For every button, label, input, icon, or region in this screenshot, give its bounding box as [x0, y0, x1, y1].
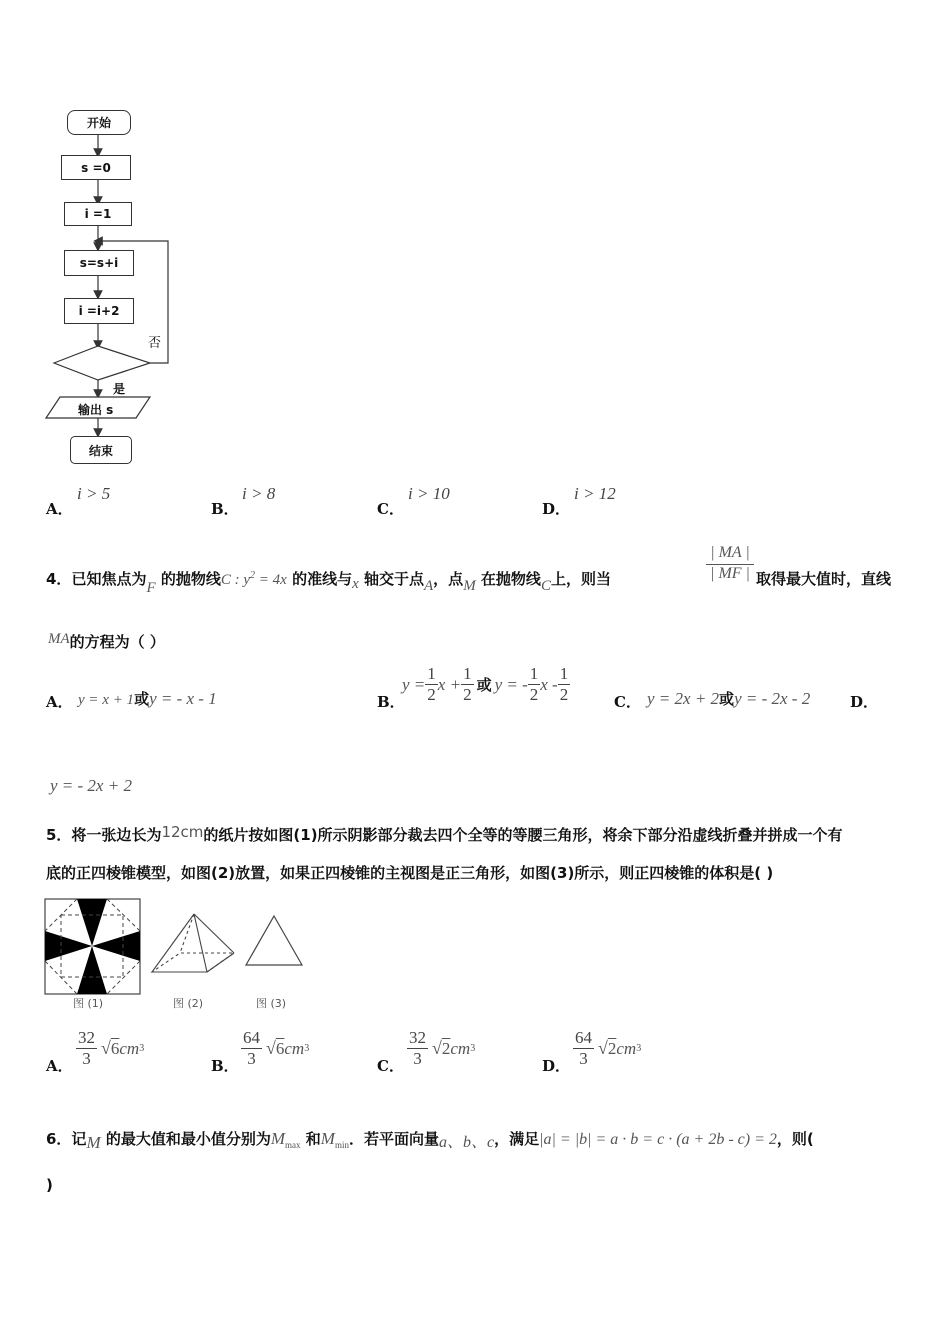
q5-figure-1: [45, 899, 140, 994]
q4-curve-rhs: = 4x: [255, 572, 287, 588]
q4-curve-exponent: 2: [250, 570, 256, 581]
flow-yes-label: 是: [113, 382, 126, 396]
q5-figure-2: [152, 914, 234, 972]
q4-option-c-eq2: y = - 2x - 2: [734, 689, 811, 708]
q6-max-subscript: max: [285, 1140, 301, 1150]
q5-option-d-radicand: 2: [607, 1038, 617, 1058]
frac-den: 3: [579, 1049, 588, 1068]
q4-option-b-frac3: [528, 664, 541, 705]
q4-option-b-y: y =: [402, 674, 426, 694]
q5-stem-line2: 底的正四棱锥模型，如图(2)放置，如果正四棱锥的主视图是正三角形，如图(3)所示，则正四棱锥的体积是( ): [46, 864, 774, 882]
q5-stem-line1: [46, 824, 843, 845]
frac-den: 2: [559, 685, 569, 704]
frac-num: 32: [78, 1028, 95, 1047]
q5-option-b-label: B．: [211, 1057, 239, 1075]
q5-option-b: [241, 1028, 309, 1069]
q4-text: 上，则当: [550, 570, 611, 588]
q6-vectors: a、b、c: [438, 1134, 495, 1151]
q4-ratio-fraction: [706, 544, 754, 583]
q4-text: 的抛物线: [160, 570, 221, 588]
q5-option-c-unit: cm: [450, 1038, 471, 1058]
flow-start: 开始: [67, 110, 131, 135]
q4-text: 的方程为（ ）: [69, 633, 165, 651]
q6-Mmin: M: [320, 1129, 335, 1148]
decision-diamond: [54, 346, 150, 380]
q6-stem-line1: [46, 1126, 814, 1150]
flowchart: [40, 100, 190, 475]
q3-option-c-label: C．: [377, 500, 404, 518]
frac-den: 2: [427, 685, 436, 704]
flow-i-init: i =1: [64, 202, 132, 226]
q4-stem-line2: [48, 631, 165, 652]
q5-text: 5．将一张边长为: [46, 826, 162, 844]
flow-s-init: s =0: [61, 155, 131, 180]
q3-option-a-label: A．: [46, 500, 73, 518]
q5-figure-3: [246, 916, 302, 965]
q6-and: 和: [305, 1130, 321, 1148]
q4-option-c-label: C．: [614, 693, 641, 711]
q5-text: 的纸片按如图(1)所示阴影部分裁去四个全等的等腰三角形，将余下部分沿虚线折叠并拼成一个有: [203, 826, 843, 844]
q5-length: 12cm: [161, 823, 204, 841]
q4-F: F: [146, 580, 156, 596]
q4-option-b: [402, 664, 570, 705]
q4-option-b-x2: x -: [540, 674, 558, 694]
q4-or: 或: [134, 690, 150, 708]
q6-condition: |a| = |b| = a · b = c · (a + 2b - c) = 2: [539, 1131, 777, 1148]
q4-A: A: [424, 578, 434, 594]
q5-option-a-exp: 3: [139, 1043, 145, 1054]
q4-option-b-frac4: [558, 664, 571, 705]
q4-MA: MA: [48, 631, 70, 647]
q5-option-a-unit: cm: [119, 1038, 140, 1058]
sqrt-icon: √: [598, 1038, 608, 1058]
frac-den: 3: [82, 1049, 91, 1068]
q6-text: ，满足: [494, 1130, 540, 1148]
q5-option-a-radicand: 6: [110, 1038, 120, 1058]
q5-option-a: [76, 1028, 144, 1069]
q5-option-c-radicand: 2: [441, 1038, 451, 1058]
frac-num: 64: [243, 1028, 260, 1047]
q3-option-c-expr: i > 10: [408, 484, 450, 503]
q4-option-b-y2: y = -: [494, 674, 528, 694]
q5-option-c: [407, 1028, 475, 1069]
q4-ratio-numerator: | MA |: [706, 544, 754, 565]
q3-option-a-expr: i > 5: [77, 484, 111, 503]
q3-option-b-label: B．: [211, 500, 239, 518]
q3-option-b-expr: i > 8: [242, 484, 276, 503]
q5-option-b-exp: 3: [304, 1043, 310, 1054]
frac-num: 1: [559, 664, 569, 683]
q4-stem-line1-end: 取得最大值时，直线: [756, 570, 892, 588]
q4-x: x: [352, 576, 359, 592]
frac-den: 2: [463, 685, 472, 704]
q4-option-b-x: x +: [437, 674, 462, 694]
flow-update-i: i =i+2: [64, 298, 134, 324]
q6-text: 6．记: [46, 1130, 87, 1148]
q6-min-subscript: min: [334, 1140, 349, 1150]
q4-option-a: [78, 688, 217, 709]
q4-option-d-label: D．: [850, 693, 879, 711]
flow-no-label: 否: [148, 336, 162, 351]
flow-update-s: s=s+i: [64, 250, 134, 276]
q5-option-c-label: C．: [377, 1057, 404, 1075]
frac-num: 32: [409, 1028, 426, 1047]
q5-fig1-caption: 图 (1): [73, 997, 104, 1010]
q5-option-d-frac: [573, 1028, 594, 1069]
q4-option-a-label: A．: [46, 693, 73, 711]
q6-text: 的最大值和最小值分别为: [105, 1130, 271, 1148]
q5-option-c-exp: 3: [470, 1043, 476, 1054]
q6-stem-line2: ): [46, 1176, 53, 1194]
flow-end: 结束: [70, 436, 132, 464]
frac-den: 2: [529, 685, 539, 704]
q6-M: M: [86, 1133, 101, 1152]
q4-text: 的准线与: [292, 570, 353, 588]
q5-option-a-label: A．: [46, 1057, 73, 1075]
q4-option-c: [647, 688, 810, 709]
frac-den: 3: [247, 1049, 256, 1068]
q5-option-d-label: D．: [542, 1057, 571, 1075]
q5-option-d-exp: 3: [636, 1043, 642, 1054]
frac-num: 1: [463, 664, 472, 683]
q5-option-c-frac: [407, 1028, 428, 1069]
q4-text: 轴交于点: [363, 570, 424, 588]
q4-curve: C : y: [220, 572, 251, 588]
frac-num: 64: [575, 1028, 592, 1047]
q5-option-a-frac: [76, 1028, 97, 1069]
q4-option-a-eq1: y = x + 1: [78, 692, 135, 708]
q4-option-c-eq1: y = 2x + 2: [647, 689, 720, 708]
q4-option-b-label: B．: [377, 693, 405, 711]
q4-text: ，点: [433, 570, 464, 588]
flow-output-label: 输出 s: [78, 403, 114, 417]
q4-or: 或: [476, 676, 492, 694]
q5-fig3-caption: 图 (3): [256, 997, 287, 1010]
q5-option-b-frac: [241, 1028, 262, 1069]
q5-option-d-unit: cm: [616, 1038, 637, 1058]
q5-fig2-caption: 图 (2): [173, 997, 204, 1010]
q4-option-a-eq2: y = - x - 1: [149, 689, 217, 708]
q5-option-b-radicand: 6: [275, 1038, 285, 1058]
q6-Mmax: M: [270, 1129, 286, 1148]
q4-option-b-frac2: [461, 664, 474, 705]
sqrt-icon: √: [432, 1038, 442, 1058]
q4-option-d-eq: y = - 2x + 2: [50, 776, 132, 795]
q4-stem-line1: [46, 568, 611, 596]
sqrt-icon: √: [101, 1038, 111, 1058]
q6-text: ．若平面向量: [348, 1130, 439, 1148]
q3-option-d-expr: i > 12: [574, 484, 616, 503]
sqrt-icon: √: [266, 1038, 276, 1058]
q4-option-b-frac1: [425, 664, 438, 705]
q3-option-d-label: D．: [542, 500, 571, 518]
q6-text: ，则(: [776, 1130, 814, 1148]
q4-text: 在抛物线: [480, 570, 541, 588]
q4-or: 或: [719, 690, 735, 708]
frac-den: 3: [413, 1049, 422, 1068]
frac-num: 1: [529, 664, 539, 683]
q4-C: C: [540, 578, 551, 594]
q4-M: M: [463, 578, 476, 594]
frac-num: 1: [427, 664, 436, 683]
q4-number: 4．: [46, 570, 72, 588]
q5-option-b-unit: cm: [284, 1038, 305, 1058]
q4-ratio-denominator: | MF |: [710, 565, 750, 582]
q5-option-d: [573, 1028, 641, 1069]
q4-text: 已知焦点为: [71, 570, 147, 588]
